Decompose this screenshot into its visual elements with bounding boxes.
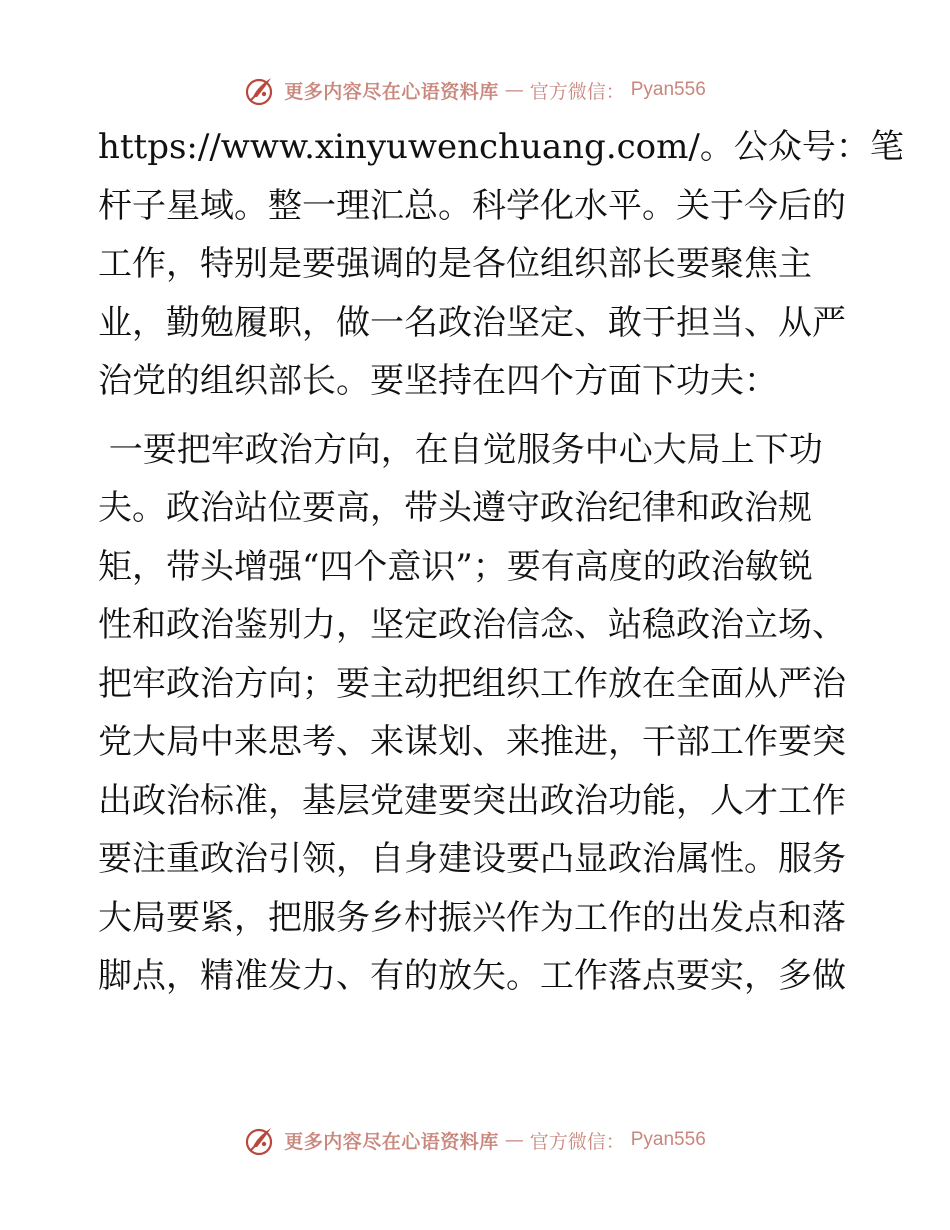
text-line: 大局要紧，把服务乡村振兴作为工作的出发点和落 bbox=[98, 897, 846, 938]
watermark-separator: — bbox=[504, 79, 524, 101]
text-line: 出政治标准，基层党建要突出政治功能，人才工作 bbox=[98, 780, 846, 821]
watermark-label: 官方微信： bbox=[529, 80, 625, 103]
paragraph-2 bbox=[98, 421, 853, 1006]
text-line: 脚点，精准发力、有的放矢。工作落点要实，多做 bbox=[98, 956, 846, 996]
document-body bbox=[98, 118, 904, 1006]
text-line: 矩，带头增强“四个意识”；要有高度的政治敏锐 bbox=[98, 546, 813, 587]
text-line: 性和政治鉴别力，坚定政治信念、站稳政治立场、 bbox=[98, 605, 846, 645]
text-line: 把牢政治方向；要主动把组织工作放在全面从严治 bbox=[98, 663, 846, 704]
text-line: 要注重政治引领，自身建设要凸显政治属性。服务 bbox=[98, 839, 846, 879]
watermark-separator: — bbox=[504, 1129, 524, 1151]
text-line: 党大局中来思考、来谋划、来推进，干部工作要突 bbox=[98, 722, 846, 762]
watermark-group bbox=[244, 73, 706, 107]
text-line: https://www.xinyuwenchuang.com/。公众号：笔 bbox=[98, 127, 904, 167]
header-watermark bbox=[0, 70, 950, 110]
watermark-text: 更多内容尽在心语资料库 bbox=[284, 1130, 499, 1153]
text-line: 夫。政治站位要高，带头遵守政治纪律和政治规 bbox=[98, 488, 812, 528]
pen-logo-icon bbox=[244, 73, 278, 107]
text-line: 杆子星域。整一理汇总。科学化水平。关于今后的 bbox=[98, 185, 846, 226]
paragraph-spacer bbox=[98, 411, 853, 421]
watermark-wechat-id: Pyan556 bbox=[630, 1129, 706, 1150]
footer-watermark bbox=[0, 1120, 950, 1160]
watermark-wechat-id: Pyan556 bbox=[630, 79, 706, 100]
paragraph-1 bbox=[98, 118, 904, 411]
watermark-text: 更多内容尽在心语资料库 bbox=[284, 80, 499, 103]
text-line: 工作，特别是要强调的是各位组织部长要聚焦主 bbox=[98, 244, 812, 284]
watermark-label: 官方微信： bbox=[529, 1130, 625, 1153]
watermark-group bbox=[244, 1123, 706, 1157]
text-line: 治党的组织部长。要坚持在四个方面下功夫： bbox=[98, 361, 778, 401]
text-line: 业，勤勉履职，做一名政治坚定、敢于担当、从严 bbox=[98, 302, 846, 343]
text-line: 一要把牢政治方向，在自觉服务中心大局上下功 bbox=[98, 429, 823, 470]
pen-logo-icon bbox=[244, 1123, 278, 1157]
